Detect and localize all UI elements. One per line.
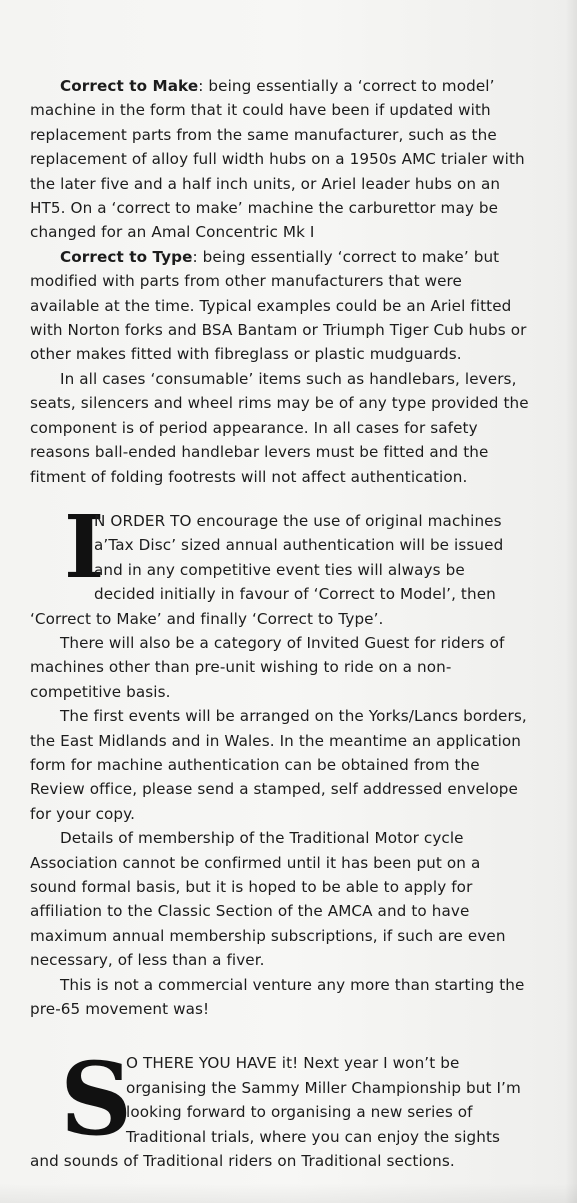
definition-correct-to-type: : being essentially ‘correct to make’ but modified with parts from other manufacturers that were available at the time. Typical examples could be an Ariel fitted with Norton forks and BSA Bantam or Triumph Tiger Cub hubs or other makes fitted with fibreglass or plastic mudguards. [30, 247, 527, 364]
paragraph-invited-guest: There will also be a category of Invited Guest for riders of machines other than pre-unit wishing to ride on a non-competitive basis. [30, 633, 505, 701]
page-bottom-shadow [0, 1183, 577, 1203]
so-there-text: O THERE YOU HAVE it! Next year I won’t be organising the Sammy Miller Championship but I’m looking forward to organising a new series of Traditional trials, where you can enjoy the sights and sounds of Traditional riders on Traditional sections. [30, 1054, 521, 1171]
article-column [30, 74, 530, 1173]
encourage-text: N ORDER TO encourage the use of original machines a’Tax Disc’ sized annual authentication will be issued and in any competitive event ties will always be decided initially in favour of ‘Correct to Model’, then ‘Correct to Make’ and finally ‘Correct to Type’. [30, 511, 504, 628]
paragraph-first-events: The first events will be arranged on the Yorks/Lancs borders, the East Midlands and in Wales. In the meantime an application form for machine authentication can be obtained from the Review office, please send a stamped, self addressed envelope for your copy. [30, 707, 527, 823]
page-edge-shadow [565, 0, 577, 1203]
paragraph-encourage [30, 496, 530, 631]
term-correct-to-make: Correct to Make [60, 77, 199, 95]
paragraph-consumables: In all cases ‘consumable’ items such as handlebars, levers, seats, silencers and wheel rims may be of any type provided the component is of period appearance. In all cases for safety reasons ball-ended handlebar levers must be fitted and the fitment of folding footrests will not affect authentication. [30, 369, 529, 486]
paragraph-membership: Details of membership of the Traditional Motor cycle Association cannot be confirmed until it has been put on a sound formal basis, but it is hoped to be able to apply for affiliation to the Classic Section of the AMCA and to have maximum annual membership subscriptions, if such are even necessary, of less than a fiver. [30, 829, 506, 970]
drop-cap-i: I [64, 496, 105, 598]
definition-correct-to-make: : being essentially a ‘correct to model’ machine in the form that it could have been if updated with replacement parts from the same manufacturer, such as the replacement of alloy full width hubs on a 1950s AMC trialer with the later five and a half inch units, or Ariel leader hubs on an HT5. On a ‘correct to make’ machine the carburettor may be changed for an Amal Concentric Mk I [30, 77, 525, 242]
term-correct-to-type: Correct to Type [60, 247, 193, 266]
paragraph-correct-to-make [30, 74, 530, 245]
drop-cap-s: S [60, 1040, 133, 1159]
paragraph-correct-to-type [30, 245, 530, 367]
paragraph-so-there [30, 1040, 530, 1173]
paragraph-not-commercial: This is not a commercial venture any more than starting the pre-65 movement was! [30, 975, 525, 1019]
